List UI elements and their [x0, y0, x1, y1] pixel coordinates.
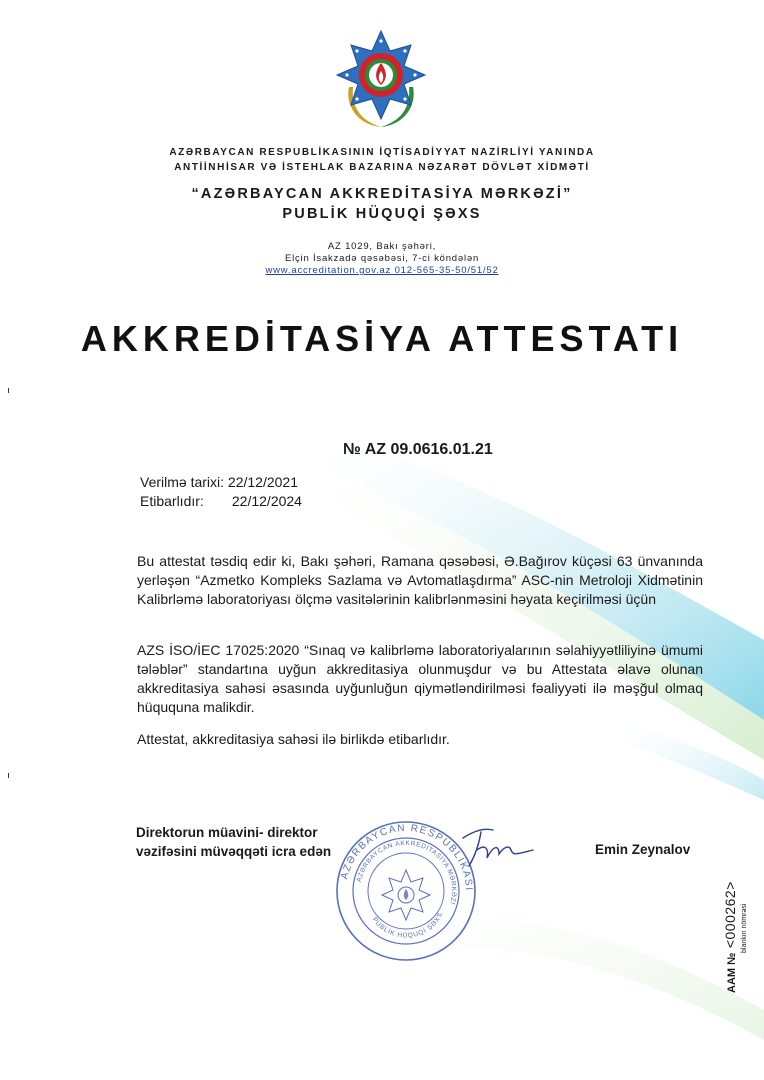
address-line-2: Elçin İsakzadə qəsəbəsi, 7-ci köndələn [284, 253, 480, 264]
valid-date-row [140, 492, 302, 511]
validity-paragraph: Attestat, akkreditasiya sahəsi ilə birlikdə etibarlıdır. [137, 731, 450, 747]
issue-date-value: 22/12/2021 [227, 474, 298, 490]
standard-paragraph: AZS İSO/İEC 17025:2020 “Sınaq və kalibrləmə laboratoriyalarının səlahiyyətliliyinə ümumi tələblər” standartına uyğun akkreditasiya olunmuşdur və bu Attestata əlavə olunan akkreditasiya sahəsi əsasında uyğunluğun qiymətləndirilməsi fəaliyyəti ilə məşğul olmaq hüququna malikdir. [137, 642, 703, 715]
margin-tick [8, 773, 9, 778]
signatory-role-line-2: vəzifəsini müvəqqəti icra edən [136, 844, 332, 859]
seal-bottom-text: PUBLİK HÜQUQİ ŞƏXS [370, 911, 445, 940]
address-line-1: AZ 1029, Bakı şəhəri, [327, 241, 437, 252]
signatory-role-line-1: Direktorun müavini- direktor [136, 825, 318, 840]
organization-type: PUBLİK HÜQUQİ ŞƏXS [282, 206, 482, 222]
signatory-role [136, 823, 331, 861]
validity-dates [140, 473, 302, 511]
state-emblem [331, 27, 431, 131]
certificate-number: № AZ 09.0616.01.21 [343, 441, 493, 458]
blank-number [722, 863, 748, 993]
seal-outer-text: AZƏRBAYCAN RESPUBLİKASI [339, 822, 475, 892]
ministry-line: AZƏRBAYCAN RESPUBLİKASININ İQTİSADİYYAT NAZİRLİYİ YANINDA [169, 147, 595, 158]
valid-date-value: 22/12/2024 [231, 493, 302, 509]
margin-tick [8, 388, 9, 393]
seal-inner-text: AZƏRBAYCAN AKKREDİTASİYA MƏRKƏZİ [355, 839, 458, 906]
certification-paragraph: Bu attestat təsdiq edir ki, Bakı şəhəri, Ramana qəsəbəsi, Ə.Bağırov küçəsi 63 ünvanında yerləşən “Azmetko Kompleks Sazlama və Avtomatlaşdırma” ASC-nin Metroloji Xidmətinin Kalibrləmə laboratoriyası ölçmə vasitələrinin kalibrlənməsini həyata keçirilməsi üçün [137, 553, 703, 607]
issue-date-row [140, 473, 302, 492]
valid-date-label: Etibarlıdır: [140, 493, 204, 509]
blank-number-caption: blankın nömrəsi [741, 903, 748, 953]
handwritten-signature [455, 820, 535, 880]
website-contact-link[interactable]: www.accreditation.gov.az 012-565-35-50/51/52 [265, 265, 499, 276]
signatory-name: Emin Zeynalov [595, 842, 691, 857]
blank-number-value: <000262> [722, 881, 738, 949]
issue-date-label: Verilmə tarixi: [140, 474, 225, 490]
service-line: ANTİİNHİSAR VƏ İSTEHLAK BAZARINA NƏZARƏT DÖVLƏT XİDMƏTİ [174, 162, 590, 173]
organization-name: “AZƏRBAYCAN AKKREDİTASİYA MƏRKƏZİ” [191, 186, 573, 202]
blank-number-prefix: AAM № [726, 952, 738, 993]
document-title: AKKREDİTASİYA ATTESTATI [80, 318, 684, 359]
